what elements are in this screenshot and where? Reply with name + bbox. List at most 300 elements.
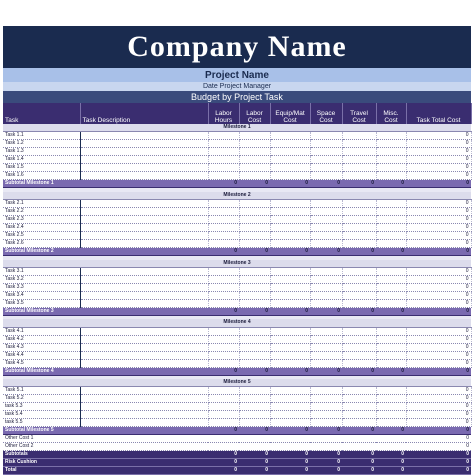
task-cost-cell[interactable] [310, 335, 342, 343]
task-cost-cell[interactable] [310, 327, 342, 335]
task-cost-cell[interactable] [376, 208, 406, 216]
task-description-cell[interactable] [80, 419, 208, 427]
task-cost-cell[interactable] [376, 387, 406, 395]
other-cost-label[interactable]: Other Cost 1 [3, 435, 208, 443]
task-row [3, 208, 471, 216]
task-total-cost: 0 [406, 267, 471, 275]
task-name[interactable]: Task 5.1 [3, 387, 80, 395]
task-cost-cell[interactable] [208, 299, 239, 307]
task-cost-cell[interactable] [270, 343, 310, 351]
subtotal-value: 0 [310, 248, 342, 256]
task-cost-cell[interactable] [376, 351, 406, 359]
task-name[interactable]: Task 4.2 [3, 335, 80, 343]
task-description-cell[interactable] [80, 216, 208, 224]
task-cost-cell[interactable] [208, 164, 239, 172]
task-cost-cell[interactable] [270, 283, 310, 291]
task-cost-cell[interactable] [342, 283, 376, 291]
task-cost-cell[interactable] [270, 299, 310, 307]
task-cost-cell[interactable] [208, 132, 239, 140]
task-total-cost: 0 [406, 299, 471, 307]
task-description-cell[interactable] [80, 232, 208, 240]
task-row [3, 403, 471, 411]
task-cost-cell[interactable] [376, 275, 406, 283]
other-cost-total: 0 [406, 435, 471, 443]
other-cost-cell[interactable] [270, 435, 310, 443]
task-cost-cell[interactable] [239, 291, 270, 299]
other-cost-cell[interactable] [270, 443, 310, 451]
footer-value: 0 [342, 459, 376, 467]
task-cost-cell[interactable] [270, 291, 310, 299]
task-cost-cell[interactable] [310, 351, 342, 359]
task-description-cell[interactable] [80, 132, 208, 140]
task-cost-cell[interactable] [239, 267, 270, 275]
task-cost-cell[interactable] [342, 216, 376, 224]
footer-value: 0 [342, 467, 376, 475]
footer-row [3, 451, 471, 459]
milestone-label: Milestone 5 [3, 379, 471, 387]
task-cost-cell[interactable] [310, 240, 342, 248]
task-cost-cell[interactable] [376, 140, 406, 148]
task-description-cell[interactable] [80, 224, 208, 232]
task-cost-cell[interactable] [208, 343, 239, 351]
task-total-cost: 0 [406, 411, 471, 419]
task-description-cell[interactable] [80, 327, 208, 335]
task-cost-cell[interactable] [208, 172, 239, 180]
task-cost-cell[interactable] [208, 291, 239, 299]
subtotal-value: 0 [270, 307, 310, 315]
task-cost-cell[interactable] [270, 216, 310, 224]
subtotal-row [3, 307, 471, 315]
footer-row [3, 459, 471, 467]
task-name[interactable]: Task 3.2 [3, 275, 80, 283]
task-cost-cell[interactable] [310, 283, 342, 291]
task-cost-cell[interactable] [270, 403, 310, 411]
task-description-cell[interactable] [80, 387, 208, 395]
task-cost-cell[interactable] [208, 240, 239, 248]
task-name[interactable]: Task 1.1 [3, 132, 80, 140]
task-cost-cell[interactable] [342, 208, 376, 216]
task-total-cost: 0 [406, 224, 471, 232]
other-cost-row [3, 435, 471, 443]
task-description-cell[interactable] [80, 343, 208, 351]
task-name[interactable]: Task 3.5 [3, 299, 80, 307]
footer-value: 0 [406, 451, 471, 459]
task-cost-cell[interactable] [310, 267, 342, 275]
task-cost-cell[interactable] [310, 140, 342, 148]
task-cost-cell[interactable] [342, 132, 376, 140]
task-cost-cell[interactable] [208, 411, 239, 419]
task-description-cell[interactable] [80, 359, 208, 367]
subtotal-value: 0 [376, 180, 406, 188]
task-cost-cell[interactable] [376, 148, 406, 156]
task-cost-cell[interactable] [239, 140, 270, 148]
task-cost-cell[interactable] [239, 172, 270, 180]
task-cost-cell[interactable] [342, 327, 376, 335]
task-description-cell[interactable] [80, 240, 208, 248]
task-cost-cell[interactable] [239, 327, 270, 335]
task-cost-cell[interactable] [376, 240, 406, 248]
task-cost-cell[interactable] [310, 359, 342, 367]
task-description-cell[interactable] [80, 200, 208, 208]
task-cost-cell[interactable] [376, 291, 406, 299]
task-name[interactable]: Task 1.3 [3, 148, 80, 156]
task-cost-cell[interactable] [208, 140, 239, 148]
subtotal-value: 0 [310, 367, 342, 375]
task-description-cell[interactable] [80, 164, 208, 172]
task-cost-cell[interactable] [270, 411, 310, 419]
task-cost-cell[interactable] [270, 267, 310, 275]
footer-value: 0 [208, 467, 239, 475]
task-total-cost: 0 [406, 351, 471, 359]
task-total-cost: 0 [406, 156, 471, 164]
task-cost-cell[interactable] [270, 208, 310, 216]
task-cost-cell[interactable] [270, 351, 310, 359]
column-header-row [3, 103, 471, 124]
subtotal-label: Subtotal Milestone 4 [3, 367, 208, 375]
task-cost-cell[interactable] [239, 343, 270, 351]
task-row [3, 200, 471, 208]
task-cost-cell[interactable] [239, 359, 270, 367]
milestone-header [3, 192, 471, 200]
task-row [3, 216, 471, 224]
task-cost-cell[interactable] [208, 359, 239, 367]
task-description-cell[interactable] [80, 299, 208, 307]
task-description-cell[interactable] [80, 275, 208, 283]
task-name[interactable]: Task 2.5 [3, 232, 80, 240]
task-cost-cell[interactable] [270, 140, 310, 148]
task-cost-cell[interactable] [239, 419, 270, 427]
task-cost-cell[interactable] [310, 232, 342, 240]
task-cost-cell[interactable] [342, 232, 376, 240]
task-cost-cell[interactable] [342, 351, 376, 359]
task-cost-cell[interactable] [239, 240, 270, 248]
task-cost-cell[interactable] [270, 232, 310, 240]
task-cost-cell[interactable] [376, 419, 406, 427]
other-cost-label[interactable]: Other Cost 2 [3, 443, 208, 451]
task-cost-cell[interactable] [208, 327, 239, 335]
subtotal-value: 0 [342, 367, 376, 375]
task-description-cell[interactable] [80, 283, 208, 291]
task-cost-cell[interactable] [342, 419, 376, 427]
task-cost-cell[interactable] [310, 216, 342, 224]
subtotal-row [3, 427, 471, 435]
task-cost-cell[interactable] [270, 327, 310, 335]
task-cost-cell[interactable] [342, 267, 376, 275]
task-cost-cell[interactable] [310, 343, 342, 351]
task-cost-cell[interactable] [270, 240, 310, 248]
task-total-cost: 0 [406, 200, 471, 208]
task-name[interactable]: Task 2.1 [3, 200, 80, 208]
footer-value: 0 [239, 459, 270, 467]
task-cost-cell[interactable] [376, 232, 406, 240]
subtotal-row [3, 367, 471, 375]
task-description-cell[interactable] [80, 403, 208, 411]
task-cost-cell[interactable] [208, 395, 239, 403]
task-cost-cell[interactable] [239, 156, 270, 164]
task-cost-cell[interactable] [239, 208, 270, 216]
task-cost-cell[interactable] [376, 156, 406, 164]
task-cost-cell[interactable] [342, 359, 376, 367]
other-cost-cell[interactable] [342, 435, 376, 443]
task-cost-cell[interactable] [310, 299, 342, 307]
task-row [3, 267, 471, 275]
task-cost-cell[interactable] [270, 156, 310, 164]
task-cost-cell[interactable] [270, 200, 310, 208]
task-name[interactable]: Task 4.4 [3, 351, 80, 359]
task-cost-cell[interactable] [270, 359, 310, 367]
task-description-cell[interactable] [80, 156, 208, 164]
task-name[interactable]: Task 4.3 [3, 343, 80, 351]
task-name[interactable]: Task 3.1 [3, 267, 80, 275]
task-description-cell[interactable] [80, 291, 208, 299]
task-name[interactable]: Task 1.6 [3, 172, 80, 180]
task-cost-cell[interactable] [310, 200, 342, 208]
task-cost-cell[interactable] [239, 395, 270, 403]
task-cost-cell[interactable] [270, 148, 310, 156]
task-cost-cell[interactable] [342, 275, 376, 283]
task-cost-cell[interactable] [342, 291, 376, 299]
task-name[interactable]: Task 3.3 [3, 283, 80, 291]
task-cost-cell[interactable] [342, 240, 376, 248]
task-cost-cell[interactable] [208, 351, 239, 359]
task-row [3, 224, 471, 232]
task-cost-cell[interactable] [208, 283, 239, 291]
task-name[interactable]: task 5.5 [3, 419, 80, 427]
task-total-cost: 0 [406, 291, 471, 299]
task-cost-cell[interactable] [270, 172, 310, 180]
task-cost-cell[interactable] [310, 291, 342, 299]
other-cost-cell[interactable] [239, 435, 270, 443]
task-cost-cell[interactable] [376, 327, 406, 335]
task-cost-cell[interactable] [376, 132, 406, 140]
subtotal-value: 0 [310, 307, 342, 315]
column-header-3: Labor Cost [239, 103, 270, 124]
task-cost-cell[interactable] [208, 419, 239, 427]
task-cost-cell[interactable] [239, 132, 270, 140]
task-cost-cell[interactable] [239, 148, 270, 156]
task-cost-cell[interactable] [239, 283, 270, 291]
column-header-0: Task [3, 103, 80, 124]
task-name[interactable]: task 5.4 [3, 411, 80, 419]
task-name[interactable]: task 5.3 [3, 403, 80, 411]
company-name-title: Company Name [3, 26, 471, 68]
task-cost-cell[interactable] [310, 164, 342, 172]
footer-label: Subtotals [3, 451, 208, 459]
task-name[interactable]: Task 4.1 [3, 327, 80, 335]
task-cost-cell[interactable] [310, 156, 342, 164]
subtotal-value: 0 [342, 307, 376, 315]
task-description-cell[interactable] [80, 208, 208, 216]
subtotal-value: 0 [208, 248, 239, 256]
task-cost-cell[interactable] [342, 148, 376, 156]
other-cost-cell[interactable] [208, 443, 239, 451]
subtotal-value: 0 [239, 180, 270, 188]
task-cost-cell[interactable] [270, 275, 310, 283]
task-total-cost: 0 [406, 283, 471, 291]
task-cost-cell[interactable] [342, 164, 376, 172]
task-cost-cell[interactable] [208, 232, 239, 240]
subtotal-value: 0 [406, 367, 471, 375]
task-cost-cell[interactable] [376, 216, 406, 224]
task-name[interactable]: Task 1.5 [3, 164, 80, 172]
task-cost-cell[interactable] [208, 148, 239, 156]
task-description-cell[interactable] [80, 395, 208, 403]
footer-value: 0 [310, 459, 342, 467]
task-cost-cell[interactable] [342, 335, 376, 343]
subtotal-value: 0 [406, 307, 471, 315]
task-cost-cell[interactable] [239, 164, 270, 172]
other-cost-cell[interactable] [310, 443, 342, 451]
task-name[interactable]: Task 4.5 [3, 359, 80, 367]
footer-value: 0 [376, 459, 406, 467]
task-cost-cell[interactable] [376, 335, 406, 343]
task-cost-cell[interactable] [270, 224, 310, 232]
task-cost-cell[interactable] [270, 387, 310, 395]
task-cost-cell[interactable] [376, 359, 406, 367]
task-total-cost: 0 [406, 172, 471, 180]
task-cost-cell[interactable] [310, 275, 342, 283]
task-description-cell[interactable] [80, 351, 208, 359]
task-cost-cell[interactable] [310, 224, 342, 232]
task-cost-cell[interactable] [376, 403, 406, 411]
task-cost-cell[interactable] [239, 216, 270, 224]
task-cost-cell[interactable] [342, 403, 376, 411]
task-cost-cell[interactable] [208, 335, 239, 343]
task-row [3, 395, 471, 403]
task-cost-cell[interactable] [310, 387, 342, 395]
task-total-cost: 0 [406, 216, 471, 224]
task-cost-cell[interactable] [208, 200, 239, 208]
task-description-cell[interactable] [80, 411, 208, 419]
task-cost-cell[interactable] [270, 395, 310, 403]
task-cost-cell[interactable] [208, 156, 239, 164]
task-cost-cell[interactable] [342, 140, 376, 148]
task-cost-cell[interactable] [342, 411, 376, 419]
task-cost-cell[interactable] [310, 172, 342, 180]
task-description-cell[interactable] [80, 267, 208, 275]
task-cost-cell[interactable] [376, 299, 406, 307]
task-name[interactable]: Task 3.4 [3, 291, 80, 299]
column-header-4: Equip/Mat Cost [270, 103, 310, 124]
task-cost-cell[interactable] [376, 283, 406, 291]
task-row [3, 343, 471, 351]
other-cost-cell[interactable] [208, 435, 239, 443]
task-row [3, 299, 471, 307]
task-cost-cell[interactable] [342, 224, 376, 232]
subtotal-value: 0 [239, 248, 270, 256]
task-cost-cell[interactable] [239, 232, 270, 240]
task-description-cell[interactable] [80, 172, 208, 180]
task-cost-cell[interactable] [342, 156, 376, 164]
task-name[interactable]: Task 2.4 [3, 224, 80, 232]
task-name[interactable]: Task 2.2 [3, 208, 80, 216]
task-cost-cell[interactable] [376, 224, 406, 232]
task-cost-cell[interactable] [342, 387, 376, 395]
task-cost-cell[interactable] [208, 216, 239, 224]
task-cost-cell[interactable] [270, 132, 310, 140]
subtotal-value: 0 [239, 367, 270, 375]
task-description-cell[interactable] [80, 335, 208, 343]
task-cost-cell[interactable] [342, 299, 376, 307]
task-description-cell[interactable] [80, 140, 208, 148]
task-cost-cell[interactable] [310, 148, 342, 156]
task-cost-cell[interactable] [310, 403, 342, 411]
task-total-cost: 0 [406, 148, 471, 156]
task-description-cell[interactable] [80, 148, 208, 156]
task-name[interactable]: Task 2.6 [3, 240, 80, 248]
footer-value: 0 [376, 451, 406, 459]
task-cost-cell[interactable] [270, 164, 310, 172]
task-cost-cell[interactable] [239, 335, 270, 343]
footer-value: 0 [239, 467, 270, 475]
task-cost-cell[interactable] [310, 208, 342, 216]
task-cost-cell[interactable] [342, 343, 376, 351]
task-cost-cell[interactable] [239, 224, 270, 232]
task-cost-cell[interactable] [376, 267, 406, 275]
task-cost-cell[interactable] [376, 395, 406, 403]
task-name[interactable]: Task 2.3 [3, 216, 80, 224]
task-row [3, 240, 471, 248]
task-cost-cell[interactable] [310, 419, 342, 427]
task-cost-cell[interactable] [342, 172, 376, 180]
task-cost-cell[interactable] [310, 411, 342, 419]
task-total-cost: 0 [406, 327, 471, 335]
task-name[interactable]: Task 5.2 [3, 395, 80, 403]
subtotal-label: Subtotal Milestone 5 [3, 427, 208, 435]
task-cost-cell[interactable] [239, 299, 270, 307]
task-cost-cell[interactable] [208, 387, 239, 395]
task-cost-cell[interactable] [270, 335, 310, 343]
other-cost-cell[interactable] [376, 435, 406, 443]
task-cost-cell[interactable] [310, 132, 342, 140]
task-cost-cell[interactable] [270, 419, 310, 427]
footer-value: 0 [239, 451, 270, 459]
task-cost-cell[interactable] [239, 411, 270, 419]
task-cost-cell[interactable] [239, 403, 270, 411]
task-cost-cell[interactable] [208, 224, 239, 232]
other-cost-cell[interactable] [376, 443, 406, 451]
task-cost-cell[interactable] [208, 275, 239, 283]
task-cost-cell[interactable] [208, 208, 239, 216]
task-cost-cell[interactable] [376, 172, 406, 180]
column-header-5: Space Cost [310, 103, 342, 124]
task-cost-cell[interactable] [376, 411, 406, 419]
task-cost-cell[interactable] [239, 387, 270, 395]
task-cost-cell[interactable] [342, 200, 376, 208]
task-cost-cell[interactable] [239, 200, 270, 208]
footer-value: 0 [208, 459, 239, 467]
other-cost-cell[interactable] [239, 443, 270, 451]
task-cost-cell[interactable] [310, 395, 342, 403]
column-header-6: Travel Cost [342, 103, 376, 124]
other-cost-cell[interactable] [342, 443, 376, 451]
task-name[interactable]: Task 1.2 [3, 140, 80, 148]
footer-value: 0 [342, 451, 376, 459]
task-row [3, 140, 471, 148]
task-row [3, 327, 471, 335]
task-cost-cell[interactable] [376, 200, 406, 208]
task-cost-cell[interactable] [342, 395, 376, 403]
task-cost-cell[interactable] [208, 267, 239, 275]
footer-label: Total [3, 467, 208, 475]
task-cost-cell[interactable] [239, 275, 270, 283]
task-cost-cell[interactable] [208, 403, 239, 411]
other-cost-cell[interactable] [310, 435, 342, 443]
task-cost-cell[interactable] [239, 351, 270, 359]
task-name[interactable]: Task 1.4 [3, 156, 80, 164]
task-cost-cell[interactable] [376, 164, 406, 172]
task-cost-cell[interactable] [376, 343, 406, 351]
